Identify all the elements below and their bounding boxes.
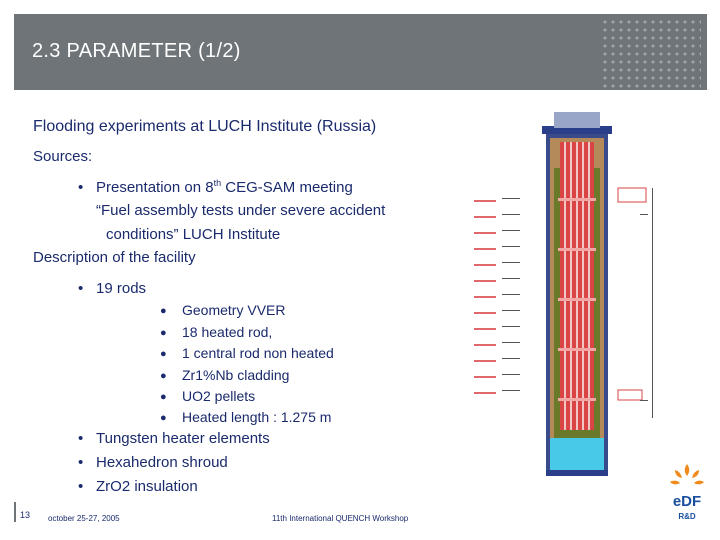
sub-item: ● UO2 pellets — [160, 388, 256, 404]
left-labels — [474, 200, 496, 394]
sources-label: Sources — [33, 148, 89, 165]
page-number: 13 — [20, 510, 31, 520]
footer-workshop: 11th International QUENCH Workshop — [272, 514, 409, 523]
top-fittings — [554, 112, 600, 128]
rods-item: • 19 rods — [78, 280, 147, 297]
bottom-item: • Tungsten heater elements — [78, 430, 270, 447]
water-pool — [550, 438, 604, 470]
slide-header — [14, 14, 707, 90]
bullet-dot: • — [78, 280, 84, 297]
sub-item: ● Geometry VVER — [160, 302, 286, 318]
edf-logo — [664, 462, 710, 522]
description-label: Description of the facility — [33, 249, 196, 266]
facility-drawing — [468, 108, 668, 490]
edf-sun-icon — [670, 464, 704, 484]
header-dot-pattern — [601, 18, 701, 88]
footer-rule — [14, 502, 16, 522]
presentation-item: • Presentation on 8th CEG-SAM meeting — [78, 178, 353, 196]
bottom-item: • Hexahedron shroud — [78, 454, 228, 471]
presentation-line-3: conditions” LUCH Institute — [106, 226, 281, 243]
rod-bundle — [560, 142, 594, 430]
sub-item: ● 1 central rod non heated — [160, 345, 334, 361]
sources-colon: : — [88, 148, 93, 165]
sub-item: ● Zr1%Nb cladding — [160, 367, 290, 383]
bottom-flange — [546, 470, 608, 476]
edf-rd-mark: R&D — [678, 512, 696, 521]
annotation-box-bottom — [618, 390, 642, 400]
footer-date: october 25-27, 2005 — [48, 514, 120, 523]
slide-title: 2.3 PARAMETER (1/2) — [32, 40, 241, 62]
bottom-item: • ZrO2 insulation — [78, 478, 198, 495]
slide-heading: Flooding experiments at LUCH Institute (Russia) — [33, 118, 377, 135]
edf-wordmark: eDF — [672, 493, 702, 510]
sources-line — [33, 148, 92, 165]
bullet-dot: • — [78, 179, 84, 196]
presentation-line-2: “Fuel assembly tests under severe accident — [96, 202, 386, 219]
height-dimension — [652, 188, 653, 418]
sub-item: ● 18 heated rod, — [160, 324, 273, 340]
left-label-ticks — [502, 198, 520, 391]
annotation-box-top — [618, 188, 646, 202]
sub-item: ● Heated length : 1.275 m — [160, 409, 332, 425]
